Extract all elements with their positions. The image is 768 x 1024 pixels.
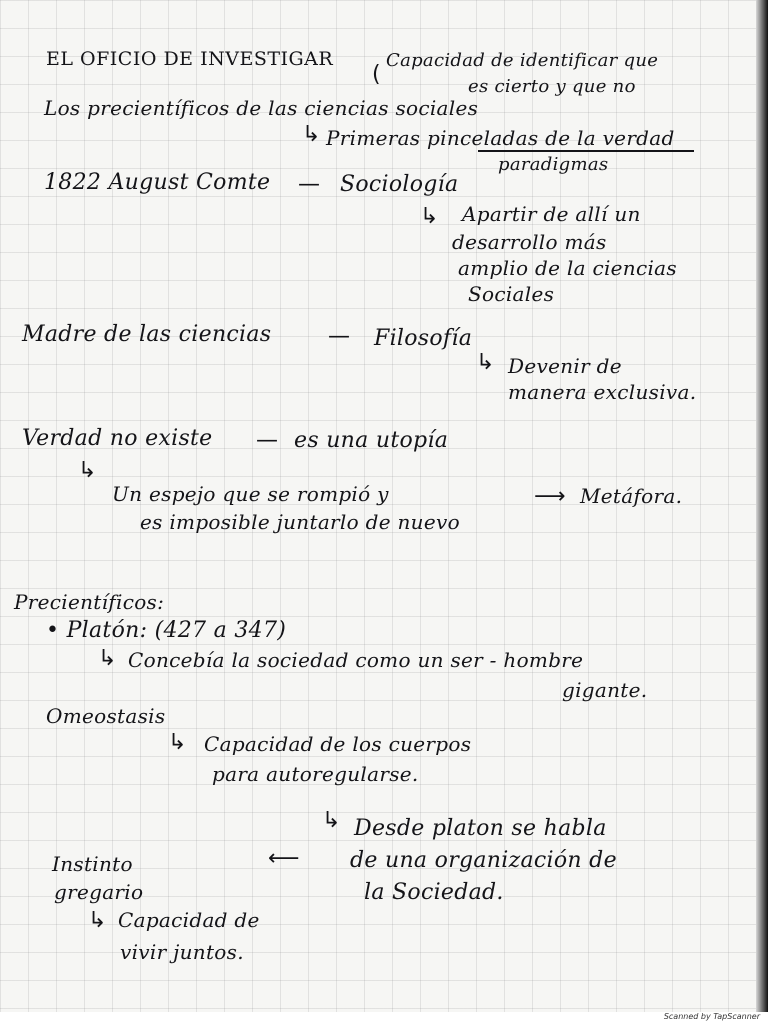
note-apartir-3: amplio de la ciencias <box>458 256 677 280</box>
note-filosofia: Filosofía <box>374 326 473 351</box>
note-omeostasis: Omeostasis <box>46 704 166 728</box>
hook-icon: ↳ <box>322 808 341 833</box>
note-comte-year: 1822 August Comte <box>44 170 271 195</box>
note-espejo-1: Un espejo que se rompió y <box>112 482 389 506</box>
note-desde-platon-1: Desde platon se habla <box>354 816 607 841</box>
hook-icon: ↳ <box>98 646 117 671</box>
note-primeras-pinceladas: Primeras pinceladas de la verdad <box>326 126 675 150</box>
page-edge-shadow <box>756 0 768 1012</box>
dash-arrow-icon: — <box>328 324 350 349</box>
note-platon: • Platón: (427 a 347) <box>46 618 287 643</box>
note-capacidad-identificar: Capacidad de identificar que <box>386 50 659 71</box>
note-instinto: Instinto <box>52 852 133 876</box>
note-concebia-2: gigante. <box>562 678 648 702</box>
hook-icon: ↳ <box>168 730 187 755</box>
note-espejo-2: es imposible juntarlo de nuevo <box>140 510 460 534</box>
hook-icon: ↳ <box>88 908 107 933</box>
dash-arrow-icon: — <box>298 172 320 197</box>
dash-arrow-icon: — <box>256 428 278 453</box>
note-metafora: Metáfora. <box>580 484 683 508</box>
hook-icon: ↳ <box>476 350 495 375</box>
note-desde-platon-3: la Sociedad. <box>364 880 504 905</box>
arrow-right-icon: ⟶ <box>534 484 566 509</box>
note-apartir-2: desarrollo más <box>452 230 607 254</box>
hook-icon: ↳ <box>78 458 97 483</box>
note-devenir-1: Devenir de <box>508 354 622 378</box>
note-capacidad-cuerpos-2: para autoregularse. <box>212 762 419 786</box>
arrow-left-icon: ⟵ <box>268 846 300 871</box>
note-capacidad-identificar-2: es cierto y que no <box>468 76 636 97</box>
note-precientificos-line: Los precientíficos de las ciencias sociales <box>44 96 479 120</box>
hook-icon: ( <box>372 62 381 87</box>
note-precientificos-heading: Precientíficos: <box>14 590 165 614</box>
underline <box>478 150 694 152</box>
hook-icon: ↳ <box>420 204 439 229</box>
note-utopia: es una utopía <box>294 428 449 453</box>
notes-title: EL OFICIO DE INVESTIGAR <box>46 48 334 70</box>
note-sociologia: Sociología <box>340 172 459 197</box>
note-vivir-juntos-2: vivir juntos. <box>120 940 244 964</box>
note-verdad-no-existe: Verdad no existe <box>22 426 213 451</box>
note-vivir-juntos-1: Capacidad de <box>118 908 260 932</box>
note-desde-platon-2: de una organización de <box>350 848 617 873</box>
note-capacidad-cuerpos-1: Capacidad de los cuerpos <box>204 732 472 756</box>
note-devenir-2: manera exclusiva. <box>508 380 697 404</box>
note-gregario: gregario <box>54 880 144 904</box>
note-madre-ciencias: Madre de las ciencias <box>22 322 272 347</box>
scanner-watermark: Scanned by TapScanner <box>663 1012 760 1021</box>
note-apartir-4: Sociales <box>468 282 555 306</box>
note-apartir-1: Apartir de allí un <box>462 202 641 226</box>
hook-icon: ↳ <box>302 122 321 147</box>
note-paradigmas: paradigmas <box>498 154 609 175</box>
note-concebia-1: Concebía la sociedad como un ser - hombre <box>128 648 584 672</box>
